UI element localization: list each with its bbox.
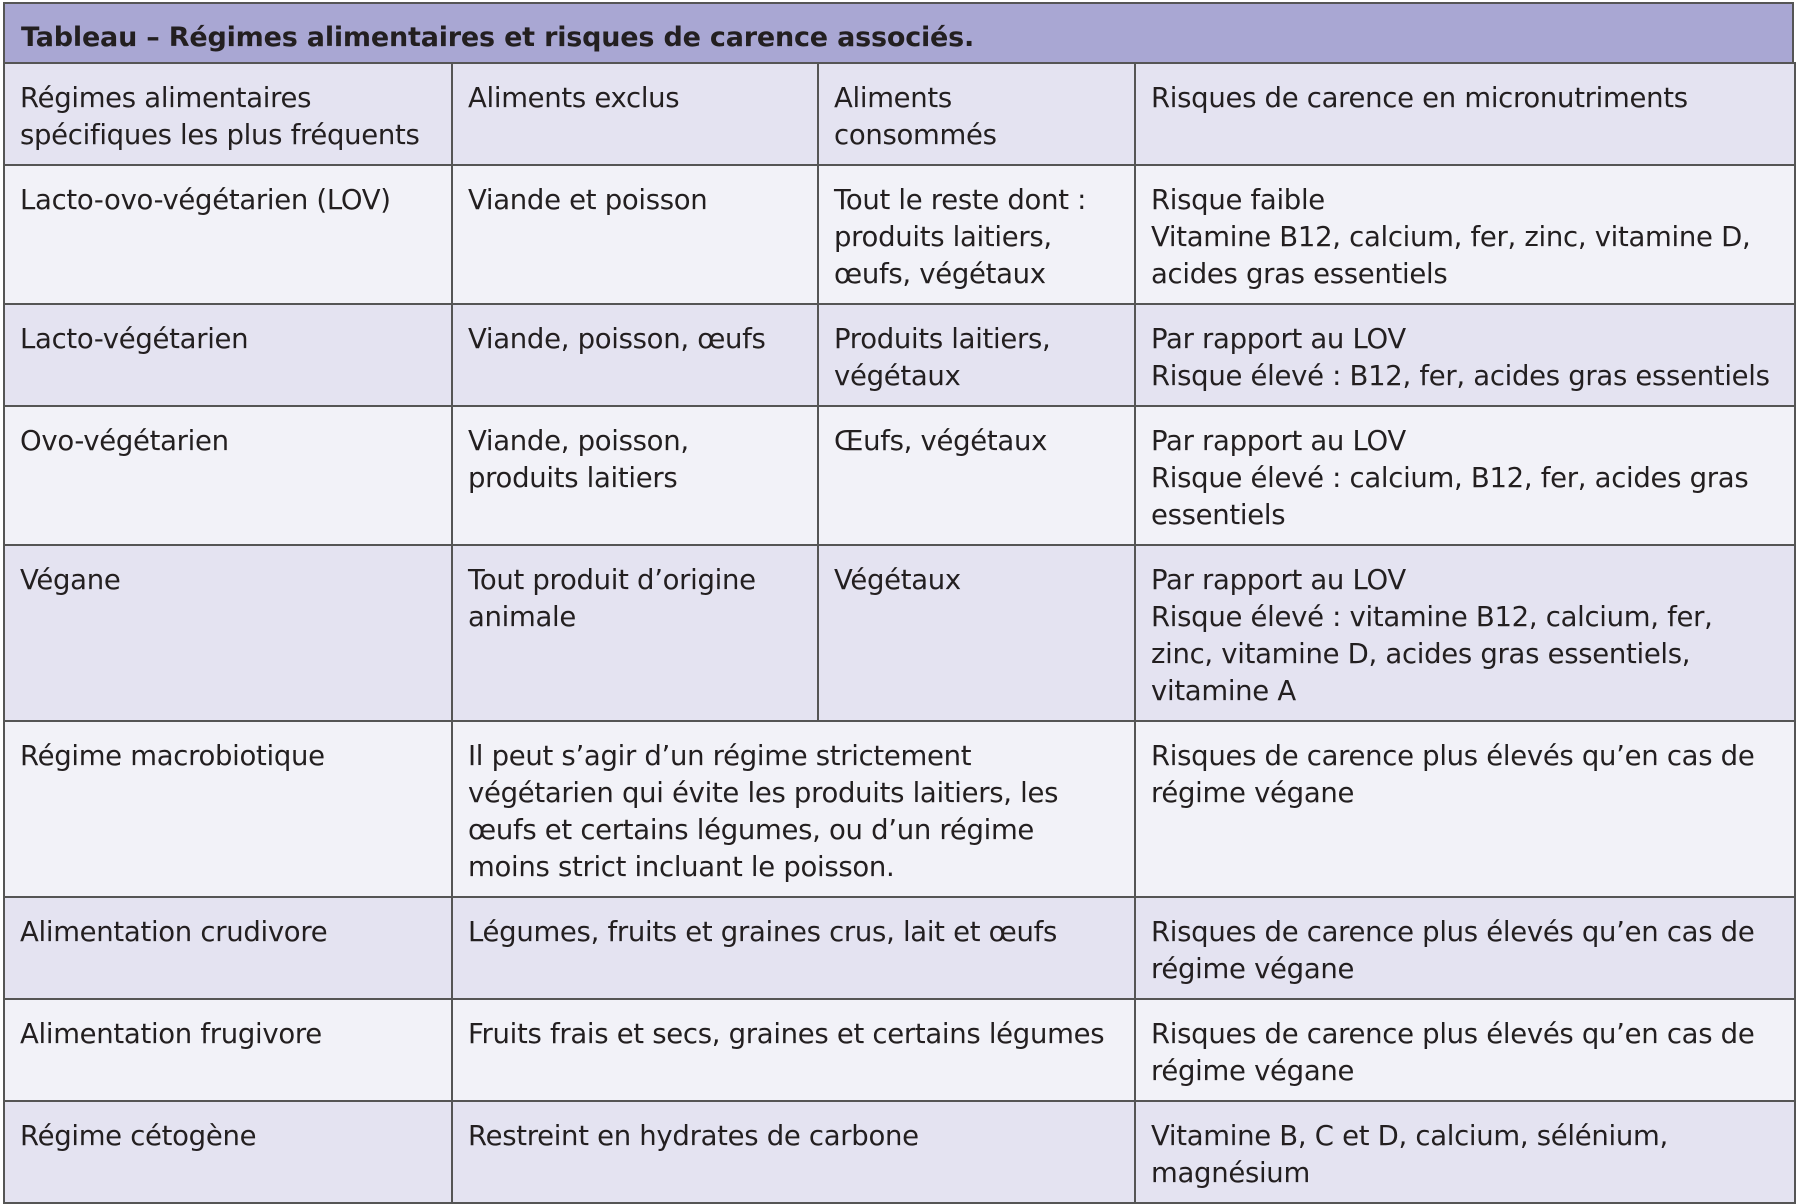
table-header-row — [4, 63, 1795, 165]
cell-diet: Alimentation crudivore — [4, 897, 452, 999]
table-row — [4, 406, 1795, 545]
cell-merged-description: Légumes, fruits et graines crus, lait et œufs — [452, 897, 1135, 999]
cell-risks: Risques de carence plus élevés qu’en cas de régime végane — [1135, 999, 1795, 1101]
cell-risks: Par rapport au LOV Risque élevé : calcium, B12, fer, acides gras essentiels — [1135, 406, 1795, 545]
cell-risks: Risques de carence plus élevés qu’en cas de régime végane — [1135, 897, 1795, 999]
cell-risks: Vitamine B, C et D, calcium, sélénium, magnésium — [1135, 1101, 1795, 1203]
header-diet: Régimes alimentaires spécifiques les plus fréquents — [4, 63, 452, 165]
cell-consumed: Produits laitiers, végétaux — [818, 304, 1135, 406]
table-row — [4, 999, 1795, 1101]
cell-risks: Par rapport au LOV Risque élevé : B12, fer, acides gras essentiels — [1135, 304, 1795, 406]
cell-risks: Risques de carence plus élevés qu’en cas de régime végane — [1135, 721, 1795, 897]
cell-merged-description: Fruits frais et secs, graines et certains légumes — [452, 999, 1135, 1101]
table-title: Tableau – Régimes alimentaires et risques de carence associés. — [3, 2, 1794, 62]
cell-risks: Risque faible Vitamine B12, calcium, fer, zinc, vitamine D, acides gras essentiels — [1135, 165, 1795, 304]
cell-risks: Par rapport au LOV Risque élevé : vitamine B12, calcium, fer, zinc, vitamine D, acides gras essentiels, vitamine A — [1135, 545, 1795, 721]
cell-diet: Ovo-végétarien — [4, 406, 452, 545]
header-excluded: Aliments exclus — [452, 63, 818, 165]
table-row — [4, 721, 1795, 897]
cell-excluded: Viande et poisson — [452, 165, 818, 304]
cell-merged-description: Il peut s’agir d’un régime strictement végétarien qui évite les produits laitiers, les œufs et certains légumes, ou d’un régime moins strict incluant le poisson. — [452, 721, 1135, 897]
cell-diet: Régime cétogène — [4, 1101, 452, 1203]
cell-excluded: Viande, poisson, œufs — [452, 304, 818, 406]
header-consumed: Aliments consommés — [818, 63, 1135, 165]
diet-table-wrapper — [3, 2, 1794, 1204]
cell-diet: Régime macrobiotique — [4, 721, 452, 897]
table-row — [4, 1101, 1795, 1203]
table-row — [4, 897, 1795, 999]
cell-diet: Lacto-ovo-végétarien (LOV) — [4, 165, 452, 304]
cell-diet: Végane — [4, 545, 452, 721]
cell-merged-description: Restreint en hydrates de carbone — [452, 1101, 1135, 1203]
cell-consumed: Tout le reste dont : produits laitiers, œufs, végétaux — [818, 165, 1135, 304]
table-row — [4, 165, 1795, 304]
table-row — [4, 545, 1795, 721]
cell-excluded: Viande, poisson, produits laitiers — [452, 406, 818, 545]
cell-diet: Alimentation frugivore — [4, 999, 452, 1101]
table-row — [4, 304, 1795, 406]
diet-table — [3, 62, 1796, 1204]
cell-excluded: Tout produit d’origine animale — [452, 545, 818, 721]
header-risks: Risques de carence en micronutriments — [1135, 63, 1795, 165]
cell-consumed: Œufs, végétaux — [818, 406, 1135, 545]
cell-consumed: Végétaux — [818, 545, 1135, 721]
cell-diet: Lacto-végétarien — [4, 304, 452, 406]
